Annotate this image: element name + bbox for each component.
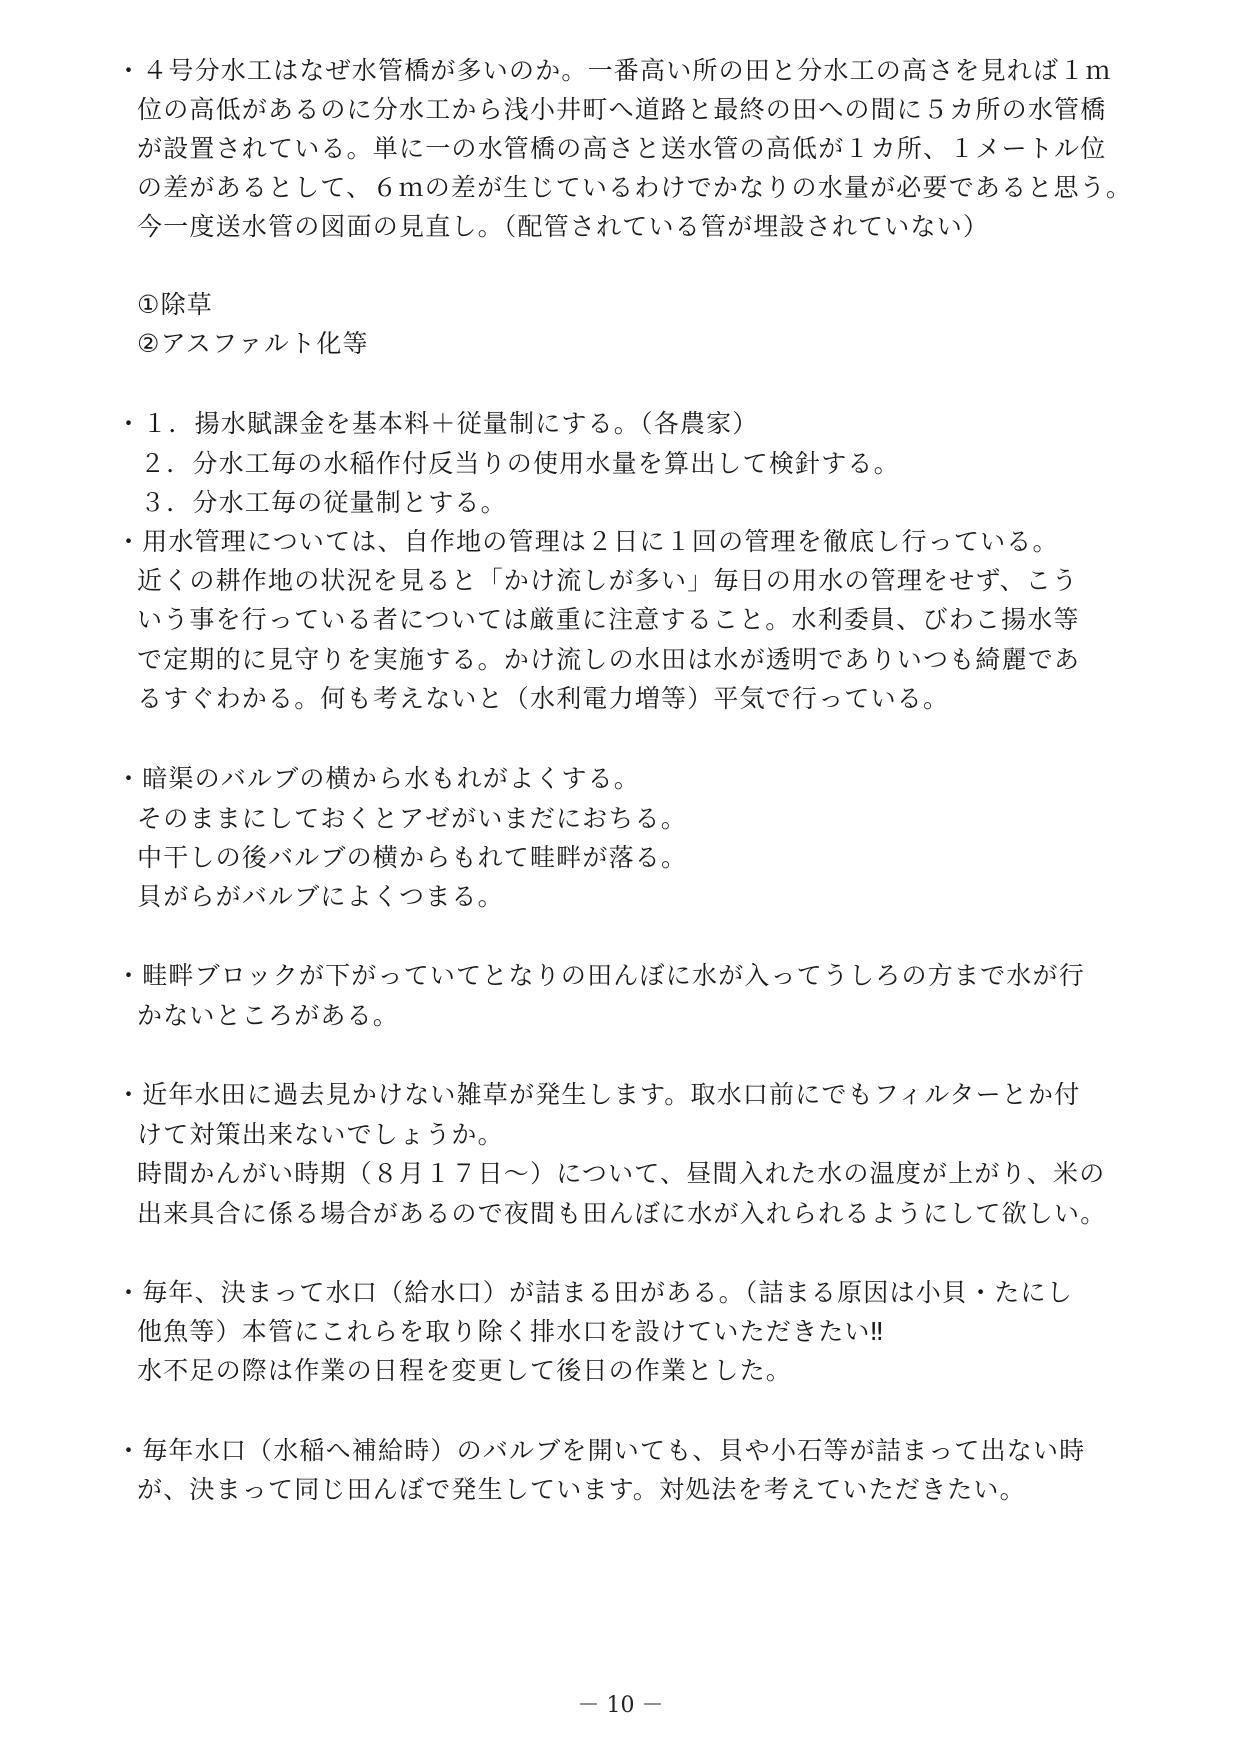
text-line: 今一度送水管の図面の見直し。（配管されている管が埋設されていない） xyxy=(137,212,990,241)
text-line: 中干しの後バルブの横からもれて畦畔が落る。 xyxy=(137,843,688,872)
text-line: ・暗渠のバルブの横から水もれがよくする。 xyxy=(116,764,641,793)
text-line: ・用水管理については、自作地の管理は２日に１回の管理を徹底し行っている。 xyxy=(116,527,1059,556)
text-line: ・４号分水工はなぜ水管橋が多いのか。一番高い所の田と分水工の高さを見れば１ｍ xyxy=(116,56,1112,85)
text-line: 他魚等）本管にこれらを取り除く排水口を設けていただきたい‼ xyxy=(137,1317,884,1346)
text-line: ②アスファルト化等 xyxy=(137,329,369,358)
text-line: そのままにしておくとアゼがいまだにおちる。 xyxy=(137,804,687,833)
text-line: かないところがある。 xyxy=(137,1001,400,1030)
text-line: 近くの耕作地の状況を見ると「かけ流しが多い」毎日の用水の管理をせず、こう xyxy=(137,566,1079,595)
text-line: ・１．揚水賦課金を基本料＋従量制にする。（各農家） xyxy=(116,409,759,438)
text-line: るすぐわかる。何も考えないと（水利電力増等）平気で行っている。 xyxy=(137,684,950,713)
text-line: が、決まって同じ田んぼで発生しています。対処法を考えていただきたい。 xyxy=(137,1475,1026,1504)
text-line: 位の高低があるのに分水工から浅小井町へ道路と最終の田への間に５カ所の水管橋 xyxy=(137,95,1107,124)
page-number: － 10 － xyxy=(577,1693,664,1718)
text-line: ・近年水田に過去見かけない雑草が発生します。取水口前にでもフィルターとか付 xyxy=(116,1080,1081,1109)
text-line: が設置されている。単に一の水管橋の高さと送水管の高低が１カ所、１メートル位 xyxy=(137,134,1107,163)
text-line: ・毎年、決まって水口（給水口）が詰まる田がある。（詰まる原因は小貝・たにし xyxy=(116,1278,1073,1307)
text-line: で定期的に見守りを実施する。かけ流しの水田は水が透明でありいつも綺麗であ xyxy=(137,645,1081,674)
text-line: 時間かんがい時期（８月１７日～）について、昼間入れた水の温度が上がり、米の xyxy=(137,1159,1106,1188)
text-line: いう事を行っている者については厳重に注意すること。水利委員、びわこ揚水等 xyxy=(137,605,1080,634)
text-line: の差があるとして、６ｍの差が生じているわけでかなりの水量が必要であると思う。 xyxy=(137,173,1133,202)
text-line: ・畦畔ブロックが下がっていてとなりの田んぼに水が入ってうしろの方まで水が行 xyxy=(116,961,1085,990)
text-line: 貝がらがバルブによくつまる。 xyxy=(137,882,504,911)
text-line: ・毎年水口（水稲へ補給時）のバルブを開いても、貝や小石等が詰まって出ない時 xyxy=(116,1436,1086,1465)
text-line: ２．分水工毎の水稲作付反当りの使用水量を算出して検針する。 xyxy=(140,449,900,478)
text-line: 出来具合に係る場合があるので夜間も田んぼに水が入れられるようにして欲しい。 xyxy=(137,1199,1107,1228)
text-line: ①除草 xyxy=(137,290,214,319)
text-line: けて対策出来ないでしょうか。 xyxy=(137,1120,504,1149)
text-line: ３．分水工毎の従量制とする。 xyxy=(140,488,507,517)
text-line: 水不足の際は作業の日程を変更して後日の作業とした。 xyxy=(137,1356,793,1385)
